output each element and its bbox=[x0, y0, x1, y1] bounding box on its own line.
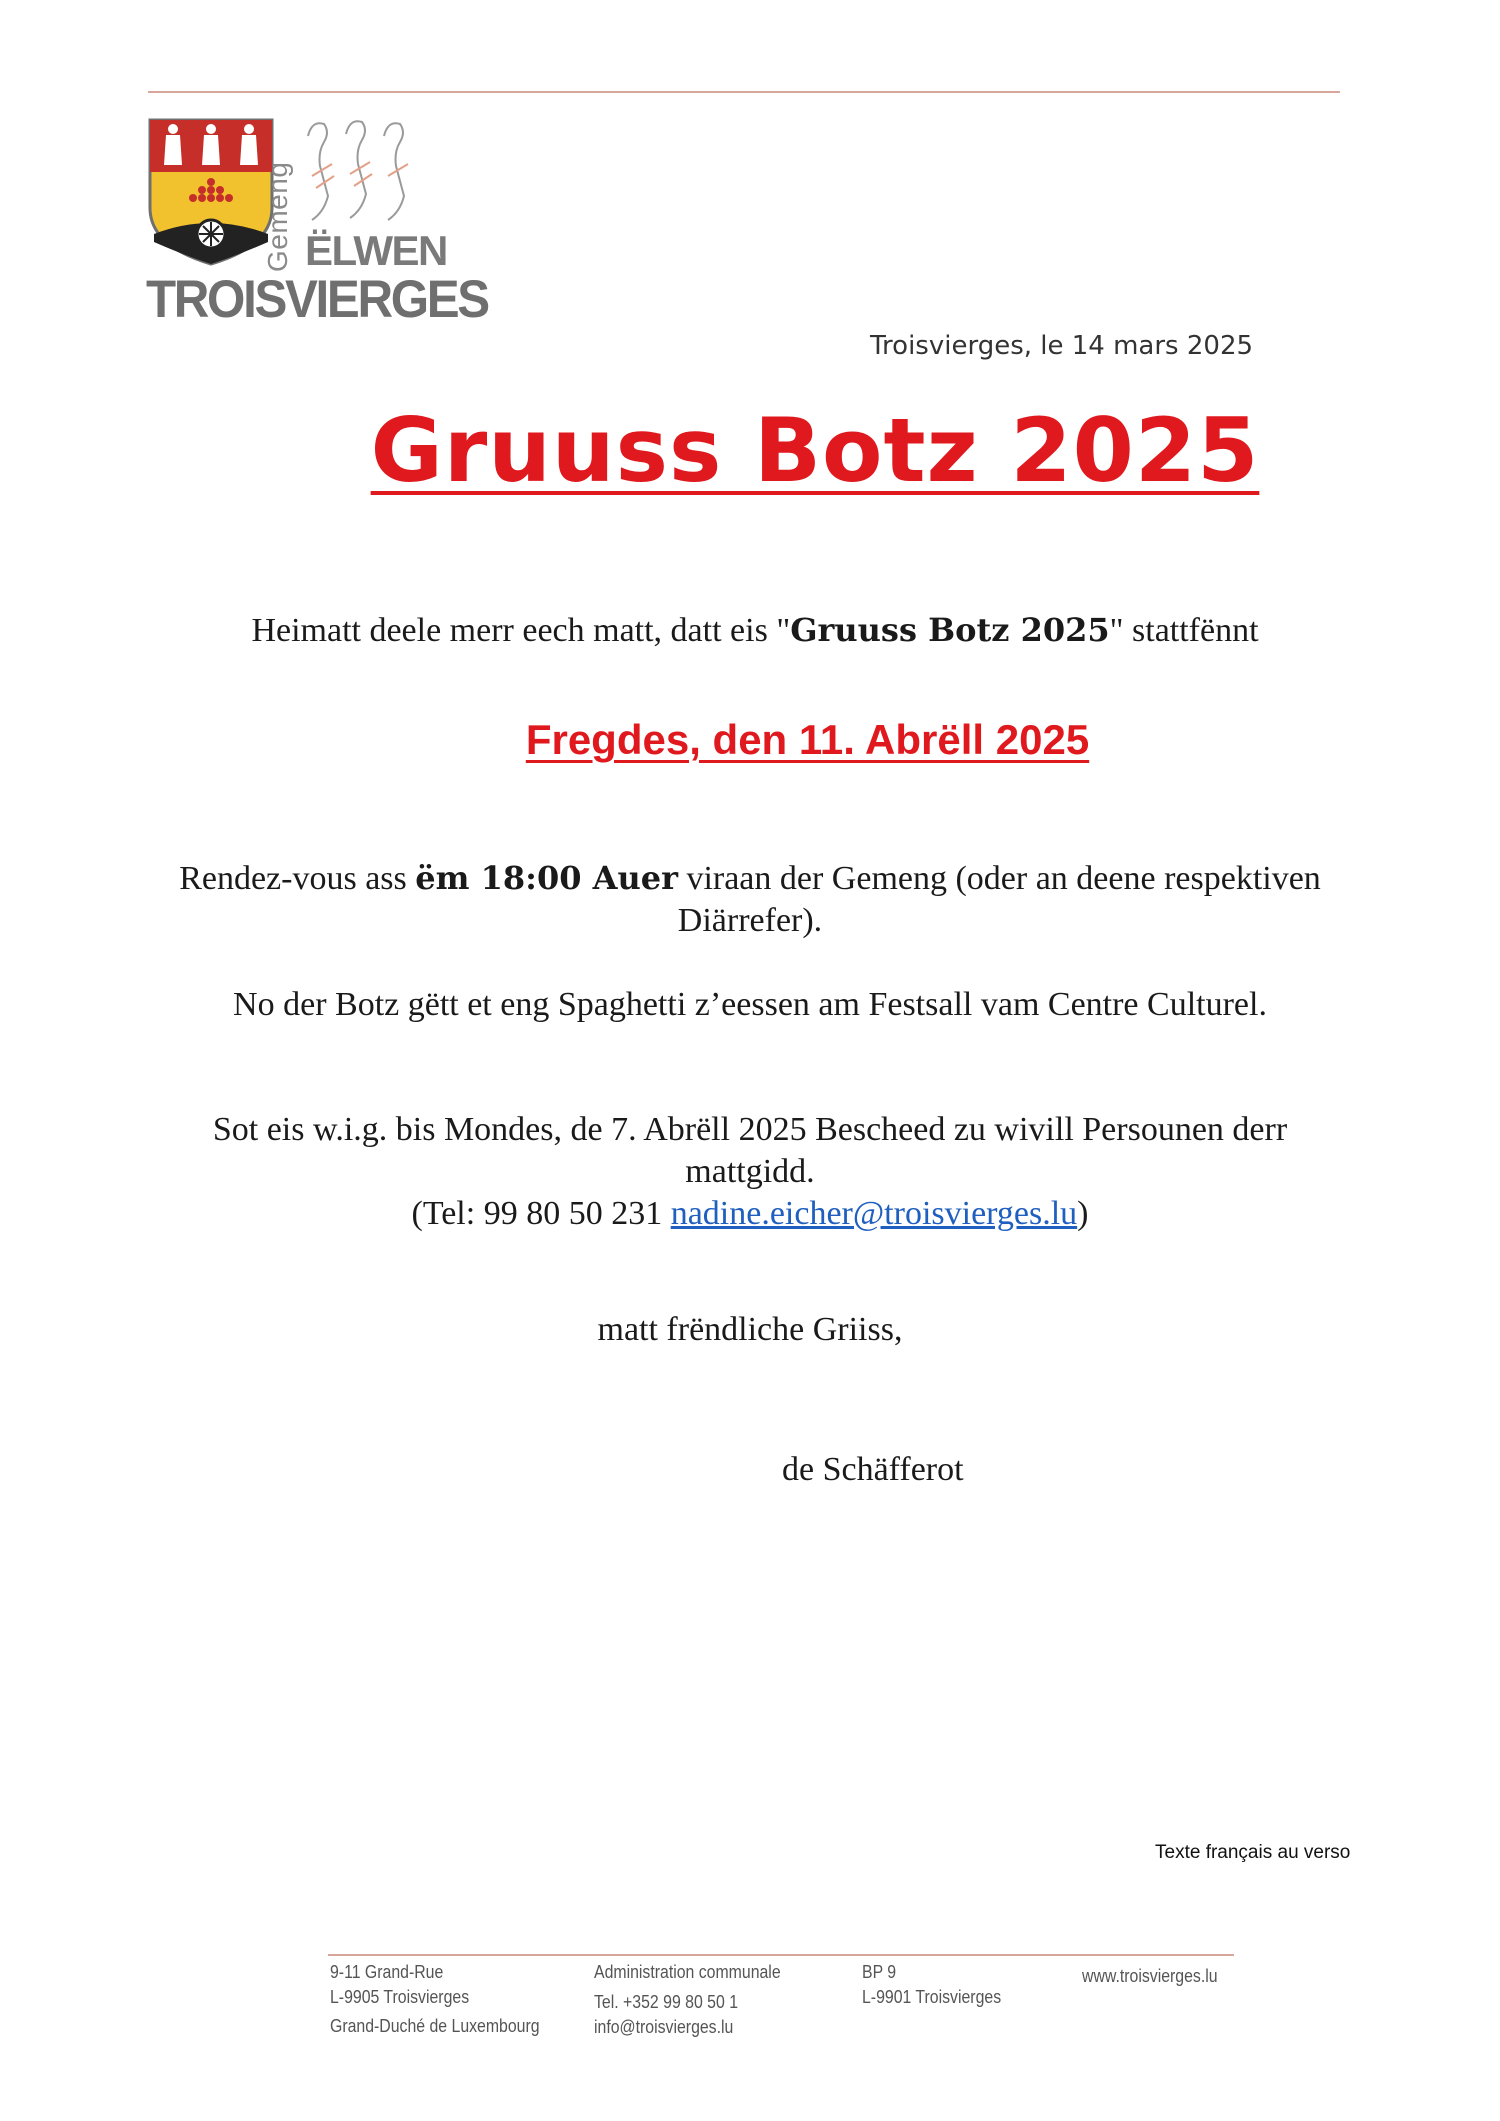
spaghetti-paragraph: No der Botz gëtt et eng Spaghetti z’eessen am Festsall vam Centre Culturel. bbox=[233, 986, 1267, 1023]
letter-title bbox=[0, 396, 1500, 506]
p1-bold-time: ëm 18:00 Auer bbox=[415, 859, 678, 897]
event-date-text: Fregdes, den 11. Abrëll 2025 bbox=[525, 716, 1090, 763]
tel-prefix: (Tel: 99 80 50 231 bbox=[411, 1195, 671, 1232]
p1-before: Rendez-vous ass bbox=[179, 860, 416, 897]
footer-admin-title: Administration communale bbox=[594, 1962, 781, 1982]
logo-gemeng-text: Gemeng bbox=[262, 161, 293, 272]
intro-line bbox=[0, 605, 1500, 655]
intro-bold: Gruuss Botz 2025 bbox=[790, 611, 1110, 649]
logo-elwen-text: ËLWEN bbox=[305, 227, 447, 274]
p1-after: viraan der Gemeng (oder an deene respektiven Diärrefer). bbox=[677, 860, 1321, 939]
footer-website-link[interactable]: www.troisvierges.lu bbox=[1082, 1966, 1218, 1986]
rendezvous-paragraph bbox=[150, 857, 1350, 942]
footer-website bbox=[1082, 1960, 1236, 1989]
signature: de Schäfferot bbox=[782, 1451, 964, 1488]
contact-line bbox=[150, 1193, 1350, 1235]
footer-address-line: L-9905 Troisvierges bbox=[330, 1987, 470, 2007]
footer-rule bbox=[328, 1954, 1234, 1956]
footer-address-line: Grand-Duché de Luxembourg bbox=[330, 2016, 540, 2036]
footer-bp-city: L-9901 Troisvierges bbox=[862, 1987, 1002, 2007]
footer-phone: Tel. +352 99 80 50 1 bbox=[594, 1992, 739, 2012]
intro-before: Heimatt deele merr eech matt, datt eis " bbox=[251, 612, 791, 649]
event-date bbox=[0, 712, 1500, 768]
coat-of-arms-icon bbox=[146, 116, 276, 268]
footer-administration bbox=[594, 1960, 806, 2040]
header-rule bbox=[148, 91, 1340, 93]
letter-title-text: Gruuss Botz 2025 bbox=[370, 399, 1260, 502]
closing-greeting: matt frëndliche Griiss, bbox=[597, 1311, 903, 1348]
footer-postbox bbox=[862, 1960, 1020, 2010]
letter-date: Troisvierges, le 14 mars 2025 bbox=[870, 331, 1254, 361]
tel-suffix: ) bbox=[1077, 1195, 1089, 1232]
footer-email[interactable]: info@troisvierges.lu bbox=[594, 2017, 734, 2037]
logo-troisvierges-text: TROISVIERGES bbox=[146, 270, 488, 329]
footer-address bbox=[330, 1960, 568, 2039]
verso-note: Texte français au verso bbox=[1155, 1842, 1351, 1863]
intro-after: " stattfënnt bbox=[1109, 612, 1259, 649]
contact-email-link[interactable]: nadine.eicher@troisvierges.lu bbox=[670, 1195, 1078, 1232]
registration-text: Sot eis w.i.g. bis Mondes, de 7. Abrëll 2025 Bescheed zu wivill Persounen derr mattgidd. bbox=[212, 1111, 1288, 1190]
three-virgins-outline-icon bbox=[298, 116, 428, 228]
registration-paragraph bbox=[150, 1109, 1350, 1235]
footer-bp: BP 9 bbox=[862, 1962, 897, 1982]
municipality-logo bbox=[146, 116, 488, 329]
footer-address-line: 9-11 Grand-Rue bbox=[330, 1962, 444, 1982]
